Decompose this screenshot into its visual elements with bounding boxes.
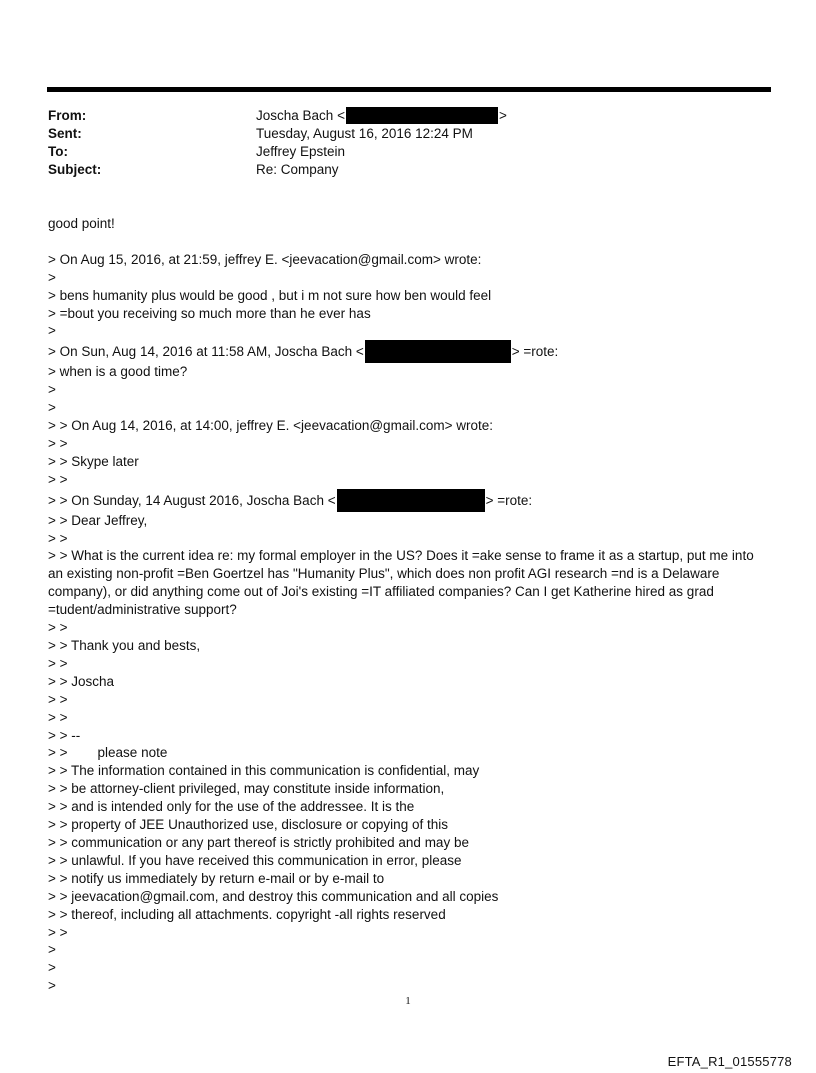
quoted-line-with-redaction [48,489,768,512]
disclaimer-line: > > unlawful. If you have received this communication in error, please [48,852,462,868]
paragraph-gap [48,233,768,251]
quoted-line: > > [48,620,68,636]
from-open-bracket: < [337,108,345,123]
page-number: 1 [405,995,411,1007]
quoted-line: > [48,269,56,285]
please-note-text: please note [97,745,168,761]
to-value: Jeffrey Epstein [256,144,346,159]
quoted-line: > > [48,530,68,546]
disclaimer-line: > > be attorney-client privileged, may constitute inside information, [48,781,445,797]
greeting-line: good point! [48,216,115,231]
quoted-line: > [48,942,56,958]
quoted-line-prefix: > > On Sunday, 14 August 2016, Joscha Bach < [48,492,336,508]
quoted-line: > when is a good time? [48,364,188,380]
from-row [48,107,768,125]
from-value [256,107,507,125]
disclaimer-line: > > thereof, including all attachments. copyright -all rights reserved [48,906,446,922]
quoted-line: > > [48,924,68,940]
quoted-line: > On Aug 15, 2016, at 21:59, jeffrey E. <jeevacation@gmail.com> wrote: [48,251,482,267]
quoted-line: > [48,960,56,976]
subject-row [48,161,768,179]
redaction-block [365,340,511,363]
to-label: To: [48,144,68,159]
header-divider-rule [47,87,771,92]
quoted-line: > > Thank you and bests, [48,638,201,654]
quoted-line: > > On Aug 14, 2016, at 14:00, jeffrey E. <jeevacation@gmail.com> wrote: [48,418,493,434]
quoted-line: > > [48,471,68,487]
disclaimer-line: > > notify us immediately by return e-mail or by e-mail to [48,870,385,886]
quoted-line-suffix: > =rote: [485,492,533,508]
quoted-line: > > -- [48,727,81,743]
subject-label: Subject: [48,162,102,177]
disclaimer-line: > > property of JEE Unauthorized use, disclosure or copying of this [48,817,448,833]
quoted-line: > [48,400,56,416]
disclaimer-line: > > jeevacation@gmail.com, and destroy this communication and all copies [48,888,499,904]
quoted-line: > [48,382,56,398]
redaction-block [337,489,485,512]
quoted-line: > > [48,691,68,707]
from-close-bracket: > [498,108,507,123]
quoted-line-suffix: > =rote: [511,344,559,360]
quoted-line: > [48,978,56,994]
disclaimer-line: > > and is intended only for the use of the addressee. It is the [48,799,415,815]
quoted-line: > > Skype later [48,453,139,469]
quoted-line: > > [48,709,68,725]
document-id: EFTA_R1_01555778 [667,1054,792,1069]
email-header [48,107,768,179]
quoted-line: > =bout you receiving so much more than he ever has [48,305,371,321]
quoted-line: > > [48,435,68,451]
quoted-line: > > [48,655,68,671]
quoted-paragraph: > > What is the current idea re: my formal employer in the US? Does it =ake sense to frame it as a startup, put me into an existing non-profit =Ben Goertzel has "Humanity Plus", which does non profit AGI research =nd is a Delaware company), or did anything come out of Joi's existing =IT affiliated companies? Can I get Katherine hired as grad =tudent/administrative support? [48,548,754,618]
quoted-line-prefix: > On Sun, Aug 14, 2016 at 11:58 AM, Joscha Bach < [48,344,364,360]
quoted-line-with-redaction [48,340,768,363]
redaction-block [346,107,498,124]
quoted-line: > > Dear Jeffrey, [48,512,148,528]
quoted-line [48,744,768,762]
from-label: From: [48,108,87,123]
quoted-line: > bens humanity plus would be good , but i m not sure how ben would feel [48,287,492,303]
quoted-line-prefix: > > [48,745,68,761]
subject-value: Re: Company [256,162,339,177]
from-name: Joscha Bach [256,108,334,123]
to-row [48,143,768,161]
sent-label: Sent: [48,126,82,141]
quoted-line: > [48,323,56,339]
quoted-line: > > Joscha [48,673,115,689]
disclaimer-line: > > communication or any part thereof is strictly prohibited and may be [48,834,469,850]
disclaimer-line: > > The information contained in this communication is confidential, may [48,763,480,779]
email-body [48,215,768,995]
sent-row [48,125,768,143]
sent-value: Tuesday, August 16, 2016 12:24 PM [256,126,473,141]
